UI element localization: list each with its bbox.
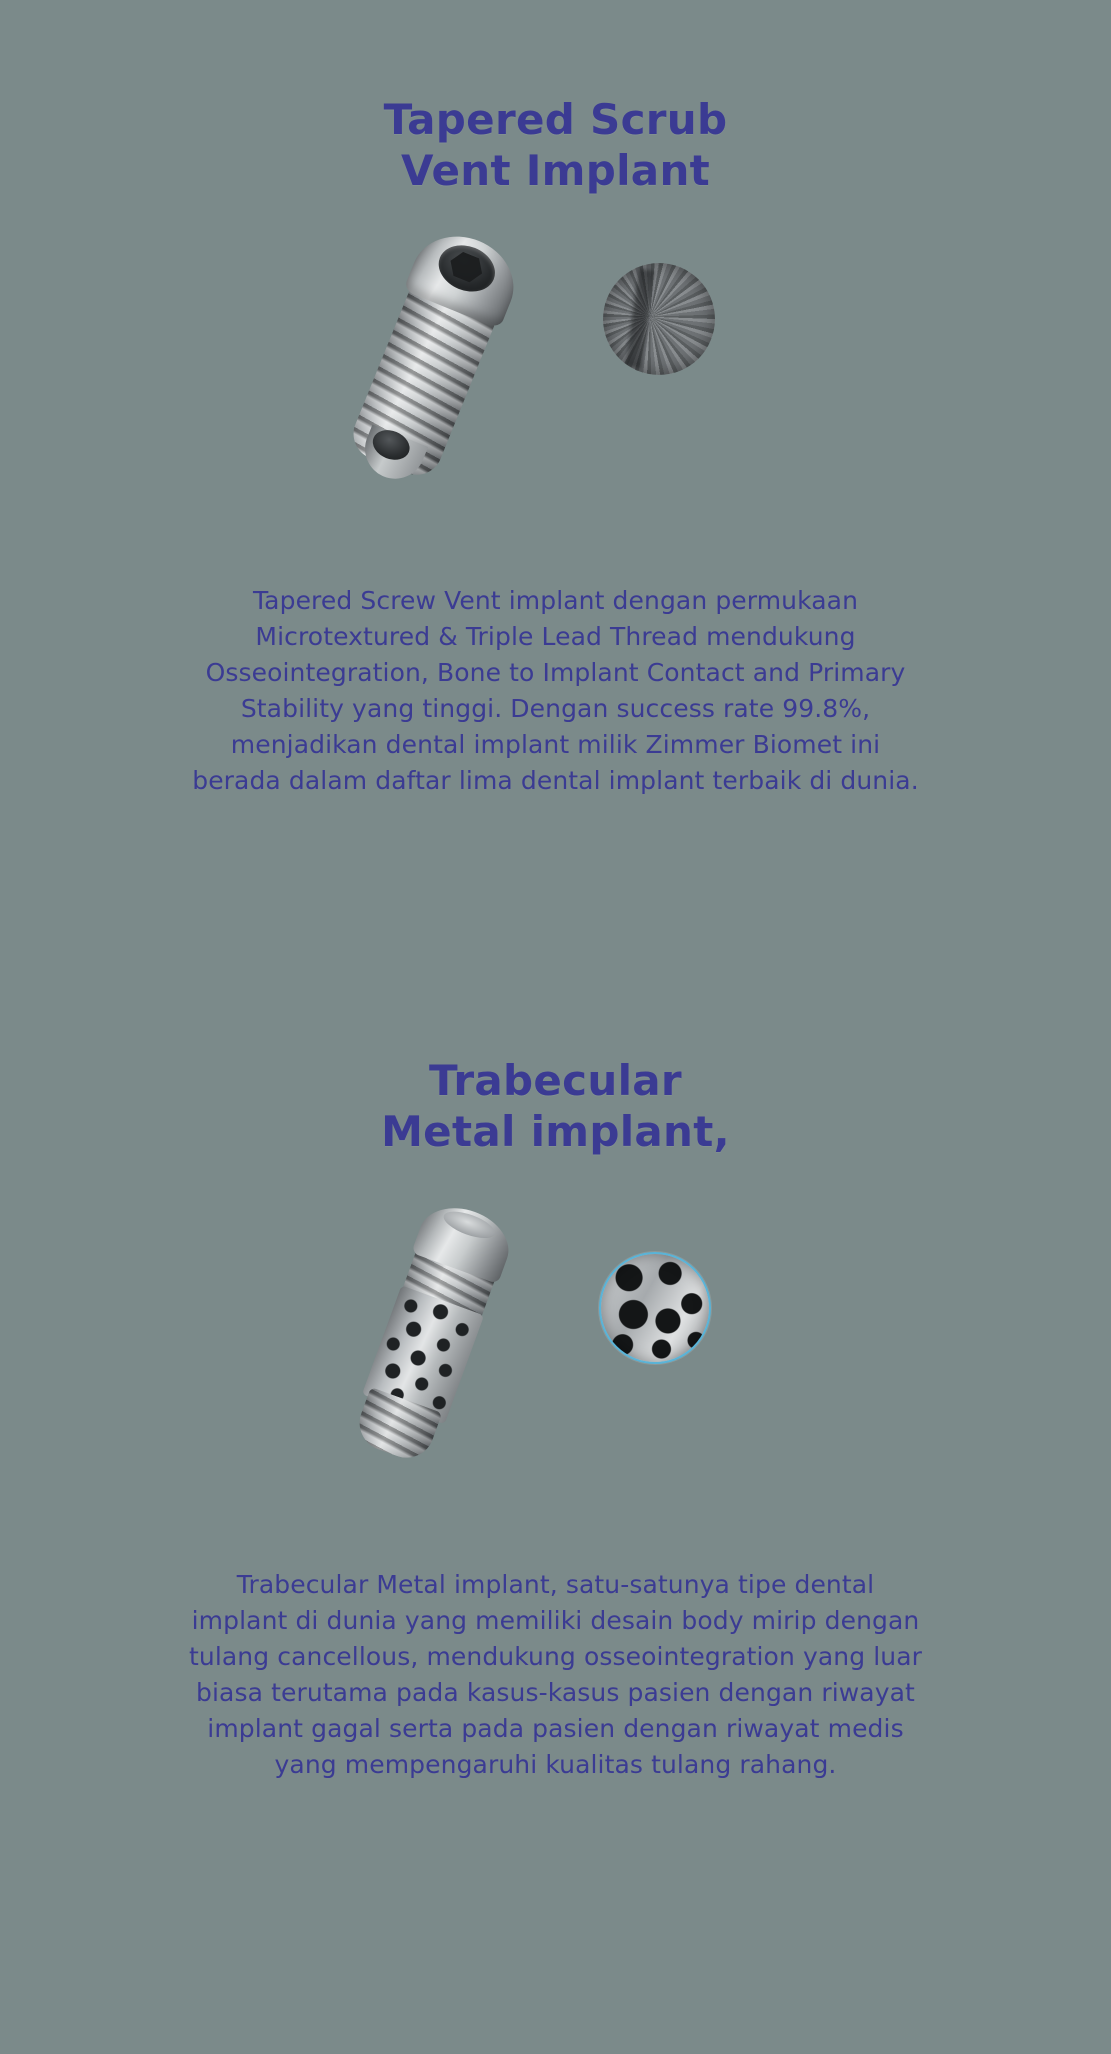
implant-image-trabecular xyxy=(0,1203,1111,1503)
implant-illustration xyxy=(391,1208,721,1498)
caption-trabecular-metal: Trabecular Metal implant, satu-satunya tipe dental implant di dunia yang memiliki desain body mirip dengan tulang cancellous, mendukung osseointegration yang luar biasa terutama pada kasus-kasus pasien dengan riwayat implant gagal serta pada pasien dengan riwayat medis yang mempengaruhi kualitas tulang rahang. xyxy=(188,1570,923,1780)
implant-body-icon xyxy=(340,221,526,482)
trabecular-zoom-inset xyxy=(599,1252,711,1364)
section-tapered-screw-vent xyxy=(0,0,1111,799)
caption-tapered-screw-vent: Tapered Screw Vent implant dengan permukaan Microtextured & Triple Lead Thread mendukung Osseointegration, Bone to Implant Contact and Primary Stability yang tinggi. Dengan success rate 99.8%, menjadikan dental implant milik Zimmer Biomet ini berada dalam daftar lima dental implant terbaik di dunia. xyxy=(192,585,919,795)
section-trabecular-metal xyxy=(0,799,1111,1784)
heading-line-2: Vent Implant xyxy=(400,146,711,196)
heading-line-1: Tapered Scrub xyxy=(383,95,728,145)
surface-zoom-inset xyxy=(603,263,715,375)
heading-line-2: Metal implant, xyxy=(381,1106,730,1156)
page-title xyxy=(0,94,1111,196)
implant-illustration xyxy=(391,233,721,523)
section-title-trabecular xyxy=(0,1055,1111,1157)
heading-line-1: Trabecular xyxy=(429,1055,682,1105)
implant-image-tapered xyxy=(0,233,1111,523)
implant-body-icon xyxy=(342,1195,521,1464)
